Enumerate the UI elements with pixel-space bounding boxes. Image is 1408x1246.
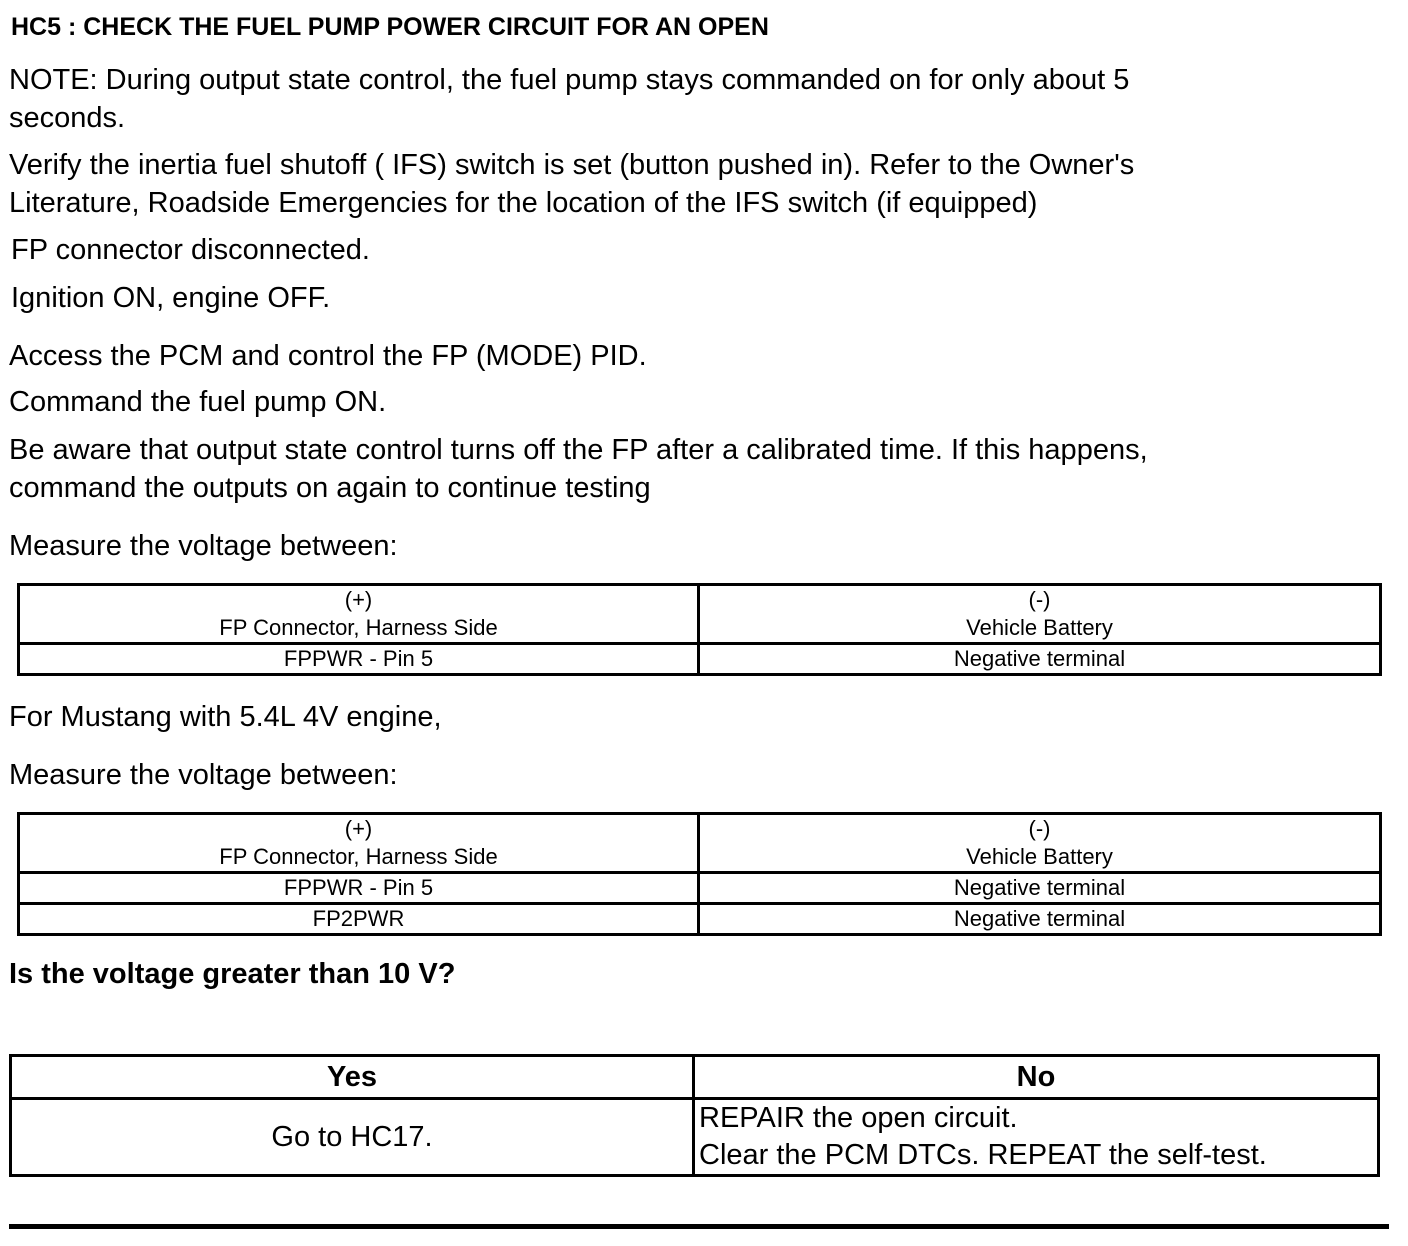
negative-header [699, 814, 1381, 873]
positive-header [19, 585, 699, 644]
positive-symbol: (+) [344, 587, 373, 612]
negative-cell: Negative terminal [699, 873, 1381, 904]
mustang-text: For Mustang with 5.4L 4V engine, [9, 701, 442, 733]
table-header-row [19, 585, 1381, 644]
positive-label: FP Connector, Harness Side [219, 844, 498, 869]
ignition-text: Ignition ON, engine OFF. [11, 282, 331, 314]
negative-label: Vehicle Battery [966, 615, 1113, 640]
voltage-table-1 [17, 583, 1382, 676]
yes-action: Go to HC17. [11, 1099, 694, 1176]
positive-cell: FPPWR - Pin 5 [19, 644, 699, 675]
note-paragraph [9, 61, 1129, 137]
table-header-row [19, 814, 1381, 873]
negative-label: Vehicle Battery [966, 844, 1113, 869]
positive-header [19, 814, 699, 873]
negative-header [699, 585, 1381, 644]
result-header-row [11, 1056, 1379, 1099]
measure-text-2: Measure the voltage between: [9, 759, 398, 791]
measure-text-1: Measure the voltage between: [9, 530, 398, 562]
no-action-line-2: Clear the PCM DTCs. REPEAT the self-test. [699, 1139, 1267, 1171]
negative-cell: Negative terminal [699, 644, 1381, 675]
voltage-question: Is the voltage greater than 10 V? [9, 958, 456, 990]
result-body-row [11, 1099, 1379, 1176]
yes-header: Yes [11, 1056, 694, 1099]
verify-paragraph [9, 146, 1134, 222]
page-title: HC5 : CHECK THE FUEL PUMP POWER CIRCUIT FOR AN OPEN [11, 13, 769, 41]
access-text: Access the PCM and control the FP (MODE) PID. [9, 340, 647, 372]
negative-symbol: (-) [1028, 587, 1051, 612]
aware-line-1: Be aware that output state control turns off the FP after a calibrated time. If this happens, [9, 434, 1148, 466]
bottom-divider [9, 1224, 1389, 1229]
no-action [694, 1099, 1379, 1176]
note-line-2: seconds. [9, 102, 126, 134]
positive-cell: FP2PWR [19, 904, 699, 935]
negative-cell: Negative terminal [699, 904, 1381, 935]
result-table [9, 1054, 1380, 1177]
positive-symbol: (+) [344, 816, 373, 841]
fp-disconnected-text: FP connector disconnected. [11, 234, 370, 266]
no-action-line-1: REPAIR the open circuit. [699, 1102, 1018, 1134]
voltage-table-2 [17, 812, 1382, 936]
no-header: No [694, 1056, 1379, 1099]
verify-line-1: Verify the inertia fuel shutoff ( IFS) switch is set (button pushed in). Refer to the Owner's [9, 149, 1135, 181]
verify-line-2: Literature, Roadside Emergencies for the location of the IFS switch (if equipped) [9, 187, 1038, 219]
positive-label: FP Connector, Harness Side [219, 615, 498, 640]
aware-paragraph [9, 431, 1148, 507]
command-text: Command the fuel pump ON. [9, 386, 387, 418]
table-row [19, 904, 1381, 935]
note-line-1: NOTE: During output state control, the fuel pump stays commanded on for only about 5 [9, 64, 1130, 96]
table-row [19, 873, 1381, 904]
positive-cell: FPPWR - Pin 5 [19, 873, 699, 904]
aware-line-2: command the outputs on again to continue testing [9, 472, 651, 504]
negative-symbol: (-) [1028, 816, 1051, 841]
table-row [19, 644, 1381, 675]
